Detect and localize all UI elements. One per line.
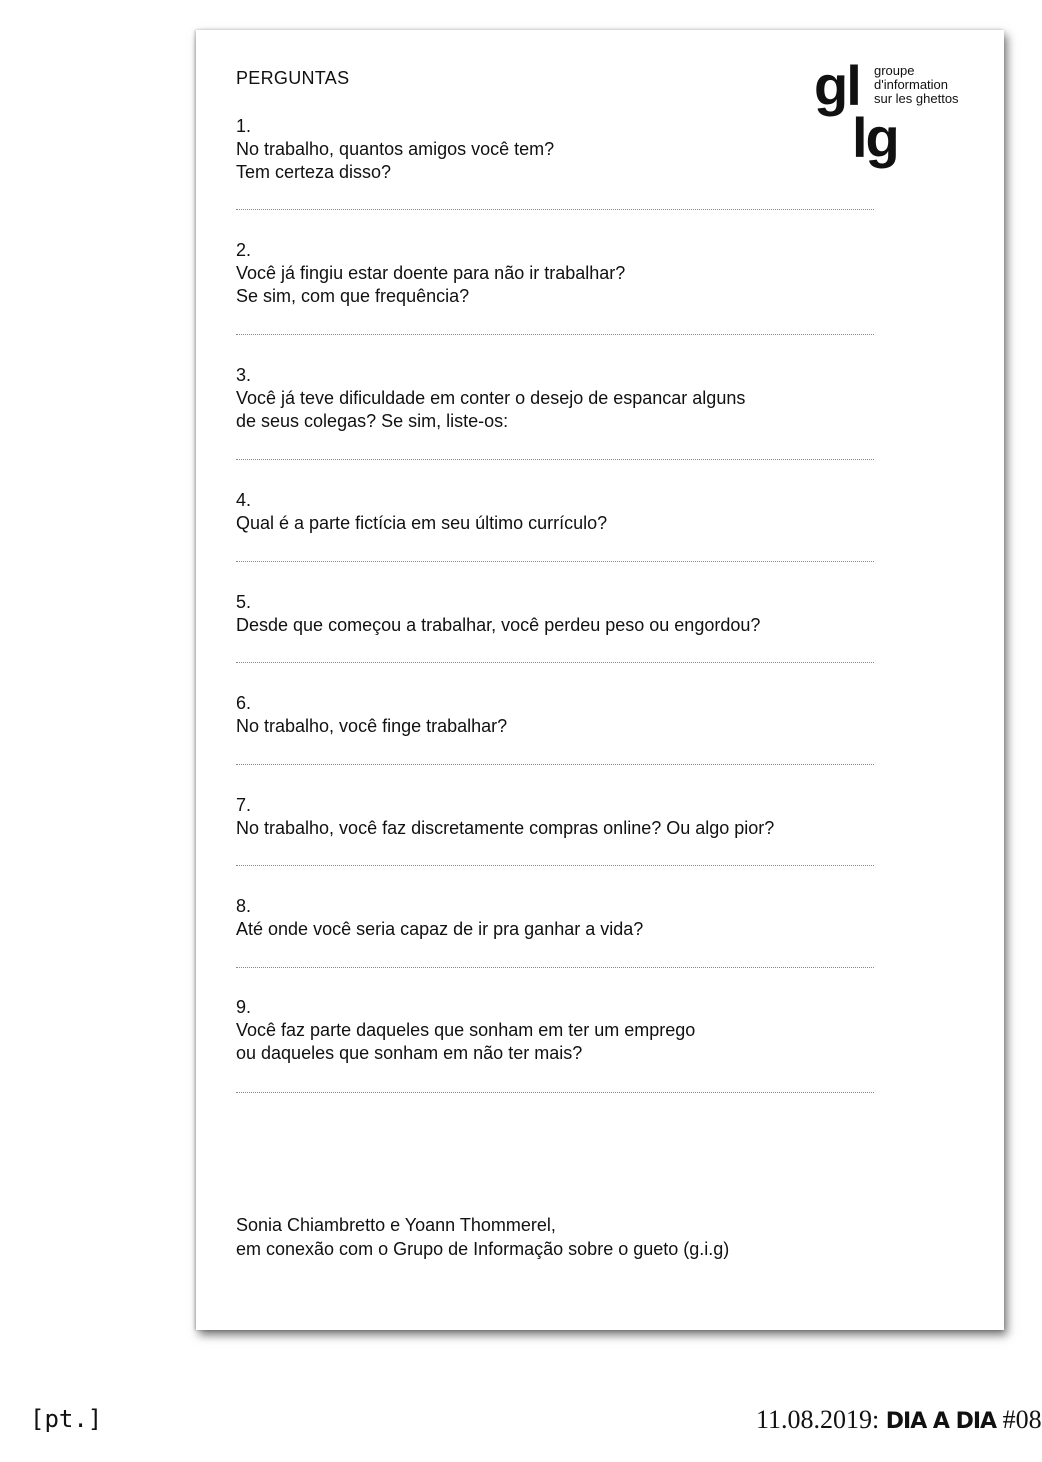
answer-line xyxy=(236,967,874,968)
answer-line xyxy=(236,459,874,460)
question-number: 1. xyxy=(236,116,252,136)
logo-line: groupe xyxy=(874,63,915,78)
question-number: 2. xyxy=(236,240,252,260)
question-text-line: Desde que começou a trabalhar, você perdeu peso ou engordou? xyxy=(236,615,761,635)
question-text-line: No trabalho, você faz discretamente compras online? Ou algo pior? xyxy=(236,818,775,838)
answer-line xyxy=(236,1092,874,1093)
question-number: 3. xyxy=(236,365,252,385)
issue-label xyxy=(756,1405,1042,1435)
question-6 xyxy=(236,692,874,738)
question-number: 6. xyxy=(236,693,252,713)
answer-line xyxy=(236,662,874,663)
series-title: DIA A DIA xyxy=(885,1409,997,1434)
credits-authors: Sonia Chiambretto e Yoann Thommerel, xyxy=(236,1215,556,1235)
logo-mark-top: gl xyxy=(814,54,860,117)
question-text-line: Qual é a parte fictícia em seu último currículo? xyxy=(236,513,608,533)
question-number: 5. xyxy=(236,592,252,612)
question-number: 7. xyxy=(236,795,252,815)
question-9 xyxy=(236,996,874,1065)
issue-date: 11.08.2019: xyxy=(756,1405,880,1434)
question-text-line: Você faz parte daqueles que sonham em ter um emprego xyxy=(236,1020,696,1040)
logo-wordmark xyxy=(874,64,959,106)
question-3 xyxy=(236,364,874,433)
question-7 xyxy=(236,794,874,840)
logo-line: sur les ghettos xyxy=(874,91,959,106)
answer-line xyxy=(236,334,874,335)
question-1 xyxy=(236,115,874,184)
credits-affiliation: em conexão com o Grupo de Informação sobre o gueto (g.i.g) xyxy=(236,1239,730,1259)
question-text-line: ou daqueles que sonham em não ter mais? xyxy=(236,1043,583,1063)
question-number: 9. xyxy=(236,997,252,1017)
page-heading: PERGUNTAS xyxy=(236,68,350,88)
question-text-line: No trabalho, você finge trabalhar? xyxy=(236,716,508,736)
question-8 xyxy=(236,895,874,941)
answer-line xyxy=(236,865,874,866)
question-text-line: Você já fingiu estar doente para não ir trabalhar? xyxy=(236,263,626,283)
question-text-line: Se sim, com que frequência? xyxy=(236,286,470,306)
answer-line xyxy=(236,764,874,765)
logo-mark-bottom: lg xyxy=(852,106,898,169)
language-tag: [pt.] xyxy=(30,1405,103,1433)
question-text-line: Tem certeza disso? xyxy=(236,162,392,182)
question-text-line: Você já teve dificuldade em conter o desejo de espancar alguns xyxy=(236,388,746,408)
question-5 xyxy=(236,591,874,637)
document-sheet xyxy=(196,30,1004,1330)
question-text-line: No trabalho, quantos amigos você tem? xyxy=(236,139,555,159)
question-text-line: Até onde você seria capaz de ir pra ganhar a vida? xyxy=(236,919,644,939)
question-4 xyxy=(236,489,874,535)
question-2 xyxy=(236,239,874,308)
answer-line xyxy=(236,561,874,562)
logo-line: d'information xyxy=(874,77,949,92)
question-number: 4. xyxy=(236,490,252,510)
question-text-line: de seus colegas? Se sim, liste-os: xyxy=(236,411,509,431)
credits xyxy=(236,1213,729,1261)
answer-line xyxy=(236,209,874,210)
issue-number: #08 xyxy=(1002,1405,1042,1434)
question-number: 8. xyxy=(236,896,252,916)
